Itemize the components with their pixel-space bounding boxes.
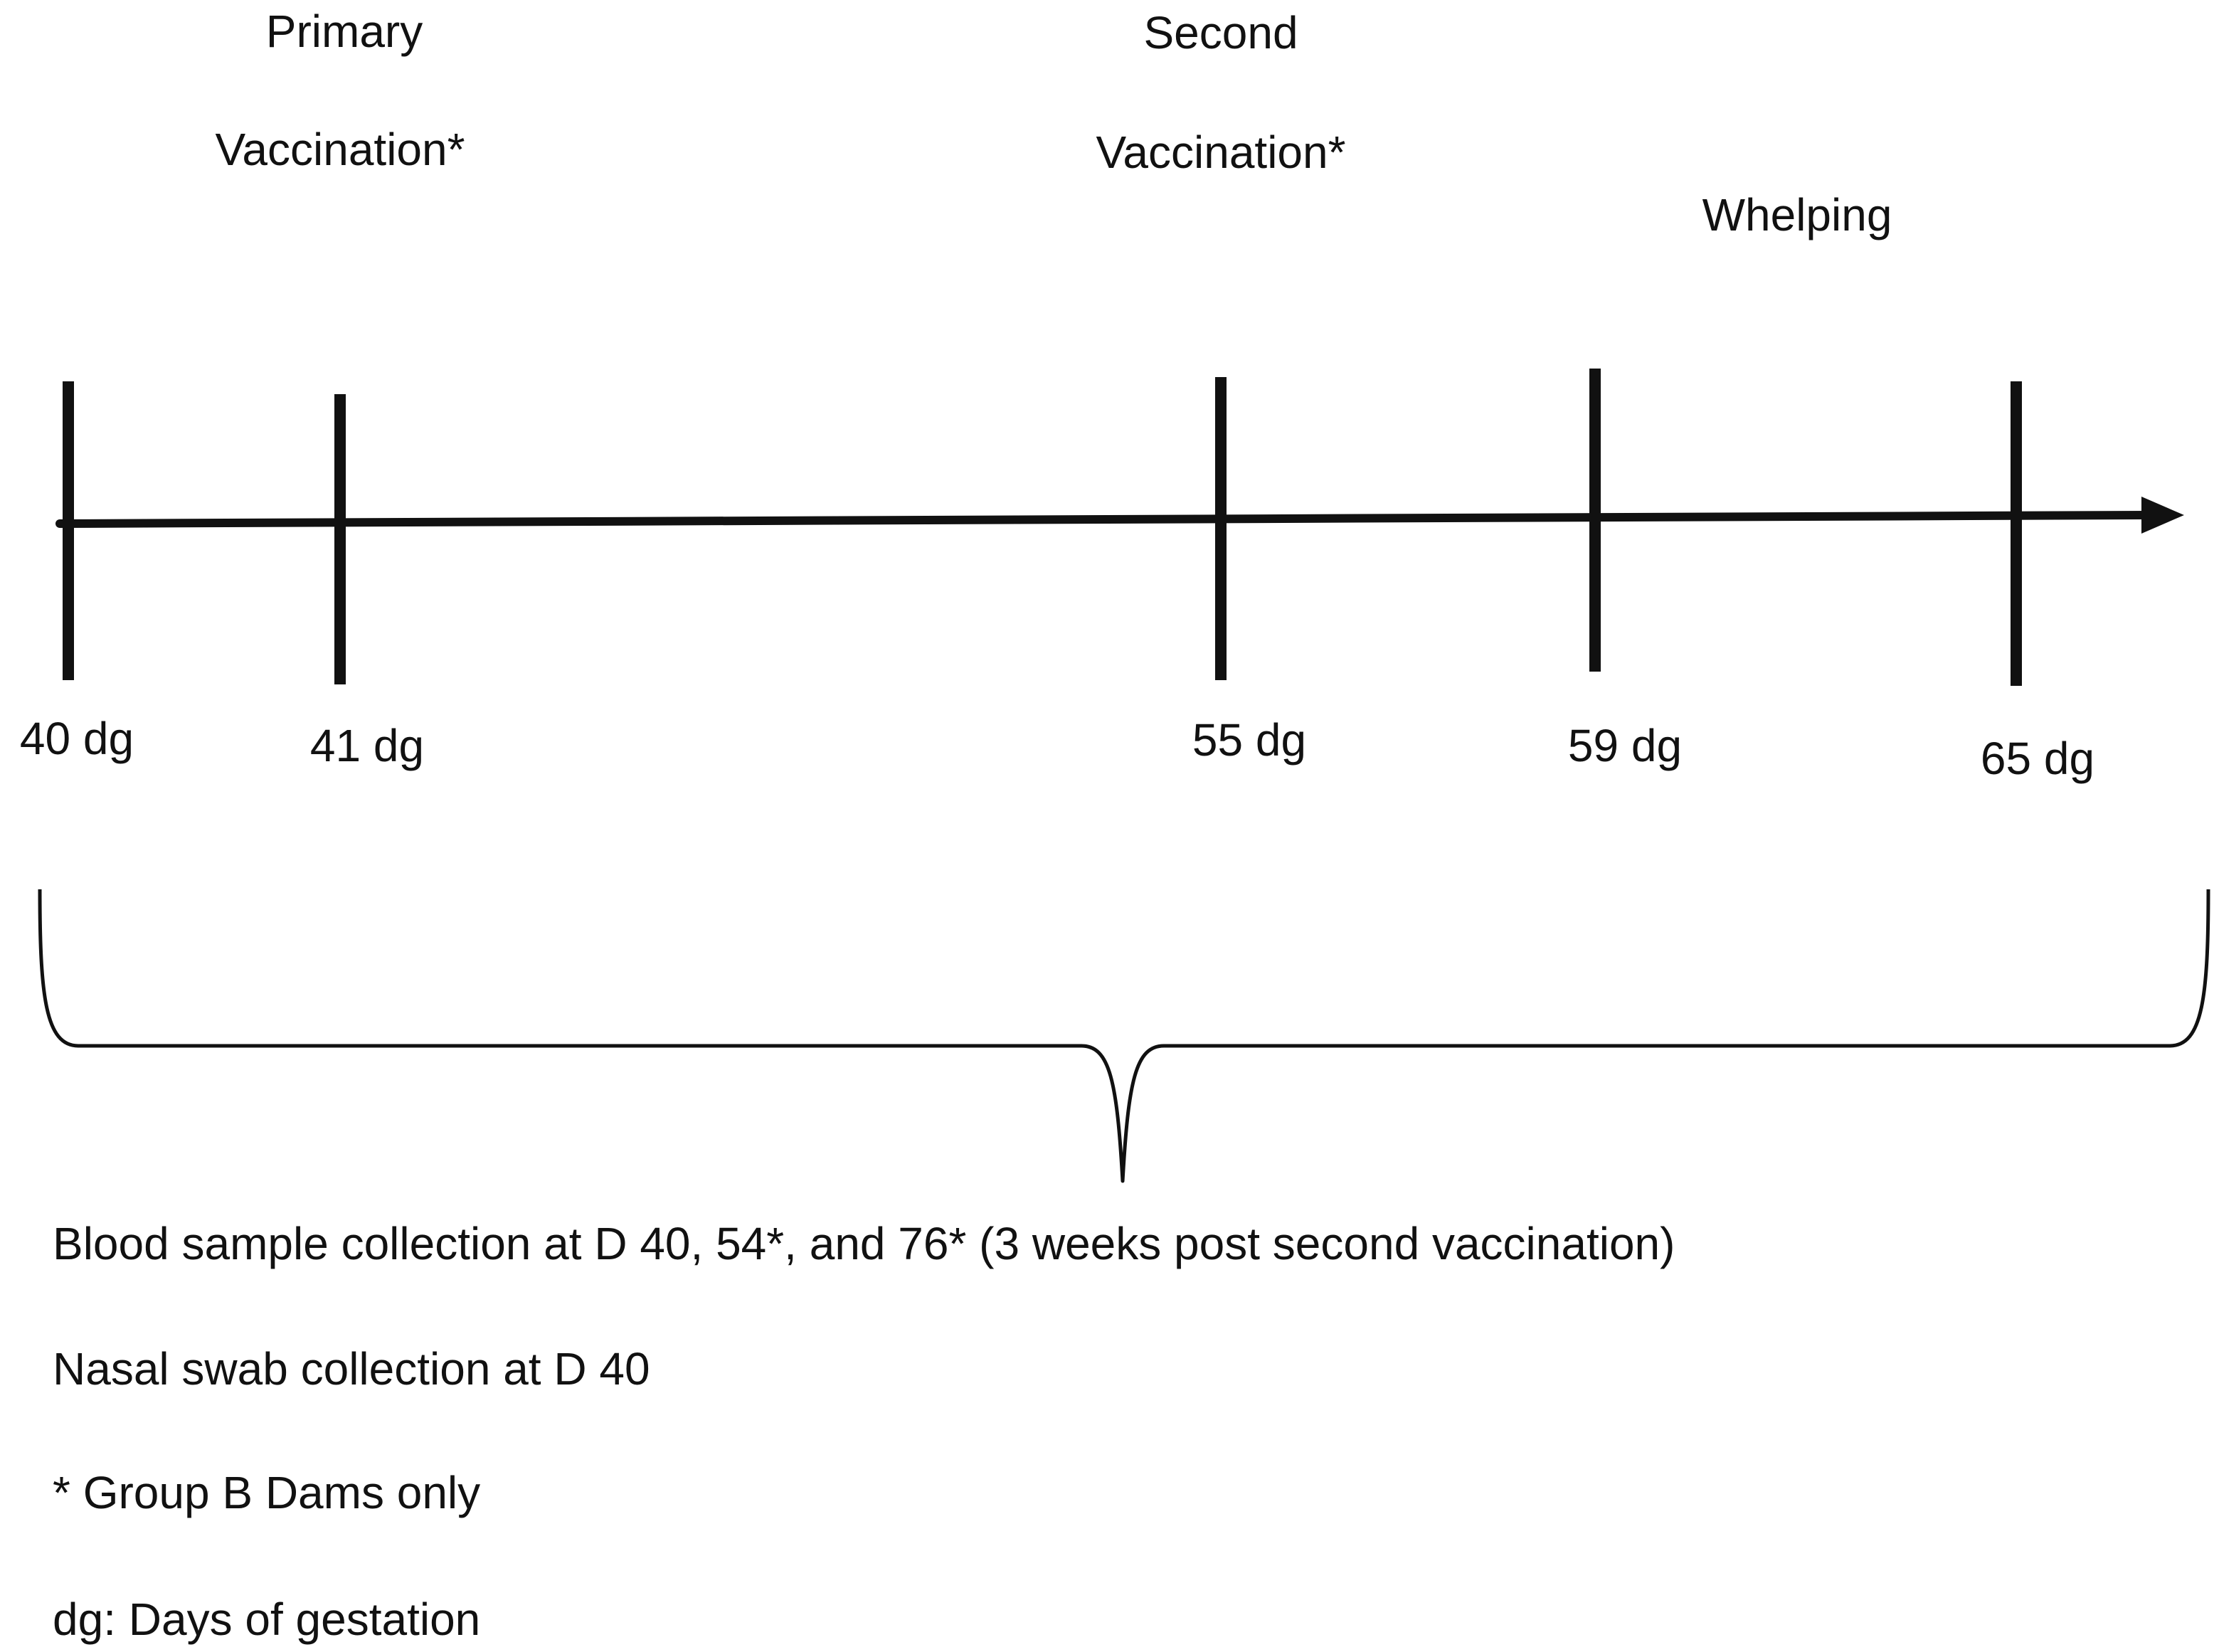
- group-b-footnote: * Group B Dams only: [53, 1467, 481, 1518]
- tick-label-40dg: 40 dg: [19, 713, 134, 764]
- tick-label-65dg: 65 dg: [1980, 733, 2095, 784]
- timeline-axis: [60, 515, 2149, 524]
- tick-label-59dg: 59 dg: [1567, 720, 1683, 771]
- nasal-swab-note: Nasal swab collection at D 40: [53, 1343, 650, 1394]
- timeline-arrowhead: [2141, 497, 2184, 534]
- tick-label-55dg: 55 dg: [1192, 714, 1307, 766]
- tick-label-41dg: 41 dg: [309, 720, 425, 771]
- timeline-brace: [40, 889, 2208, 1181]
- second-vaccination-line2: Vaccination*: [1096, 127, 1346, 178]
- blood-sample-note: Blood sample collection at D 40, 54*, and 76* (3 weeks post second vaccination): [53, 1218, 1675, 1269]
- primary-vaccination-line1: Primary: [265, 6, 423, 57]
- primary-vaccination-line2: Vaccination*: [215, 124, 465, 175]
- whelping-label: Whelping: [1702, 189, 1892, 240]
- second-vaccination-line1: Second: [1143, 7, 1298, 58]
- dg-definition-note: dg: Days of gestation: [53, 1594, 481, 1645]
